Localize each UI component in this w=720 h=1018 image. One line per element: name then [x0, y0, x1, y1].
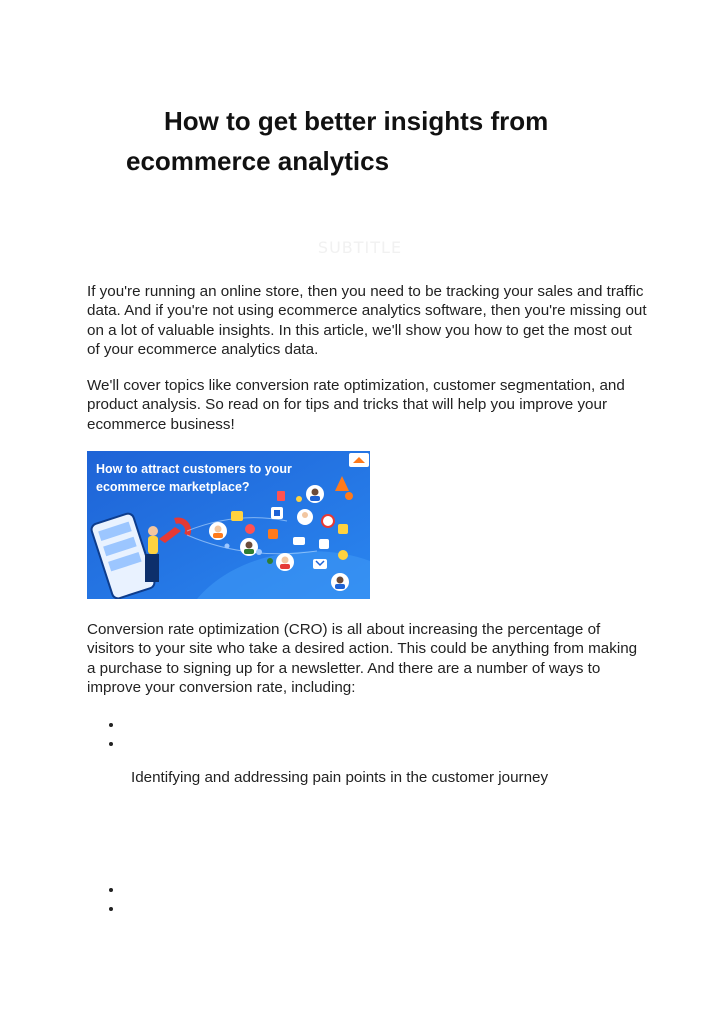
bullet-dot [109, 723, 113, 727]
bullet-dot [109, 742, 113, 746]
bullet-dot [109, 907, 113, 911]
topics-paragraph: We'll cover topics like conversion rate optimization, customer segmentation, and product analysis. So read on for tips and tricks that will help you improve your ecommerce business! [87, 377, 625, 433]
bullet-dot [109, 888, 113, 892]
hero-heading-line-2: ecommerce marketplace? [96, 480, 250, 494]
hero-image [87, 451, 370, 599]
cro-paragraph: Conversion rate optimization (CRO) is all about increasing the percentage of visitors to your site who take a desired action. This could be anything from making a purchase to signing up for a newsletter. And there are a number of ways to improve your conversion rate, including: [87, 621, 638, 697]
subtitle: SUBTITLE [317, 238, 403, 257]
page-title-line-1: How to get better insights from [164, 106, 549, 136]
logo-badge-icon [349, 453, 369, 467]
intro-paragraph: If you're running an online store, then you need to be tracking your sales and traffic data. And if you're not using ecommerce analytics software, then you're missing out on a lot of valuable insights. In this article, we'll show you how to get the most out of your ecommerce analytics data. [87, 283, 647, 359]
page-title-line-2: ecommerce analytics [126, 146, 390, 176]
list-item-text: Identifying and addressing pain points in the customer journey [131, 769, 549, 786]
hero-heading-line-1: How to attract customers to your [96, 462, 292, 476]
